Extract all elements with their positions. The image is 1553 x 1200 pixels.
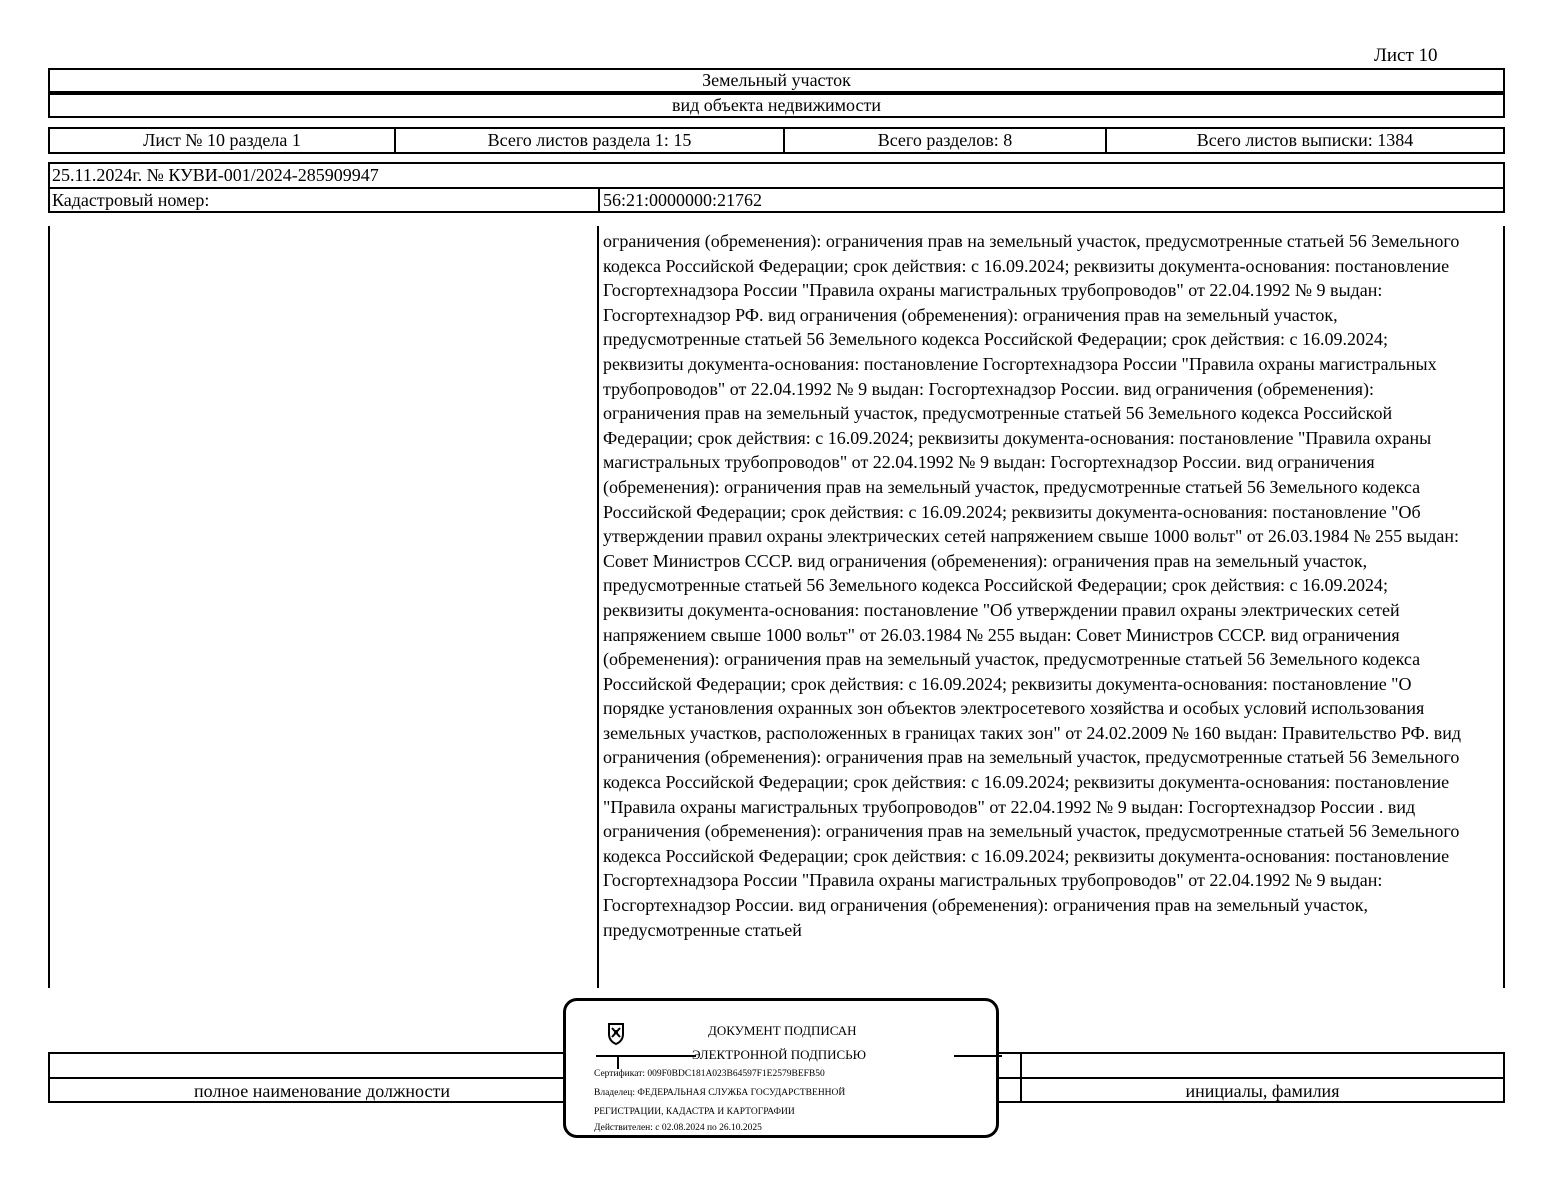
stamp-certificate: Сертификат: 009F0BDC181A023B64597F1E2579BEFB50: [594, 1069, 825, 1079]
divider: [50, 187, 1503, 189]
right-border: [1503, 226, 1505, 988]
stamp-line2: ЭЛЕКТРОННОЙ ПОДПИСЬЮ: [692, 1047, 866, 1062]
coat-of-arms-icon: [606, 1021, 626, 1045]
extract-sheets-total: Всего листов выписки: 1384: [1196, 130, 1414, 150]
divider: [617, 1055, 619, 1069]
electronic-signature-stamp: [563, 998, 999, 1138]
object-type-bar: [48, 93, 1505, 118]
sheet-label: Лист 10: [1374, 45, 1438, 66]
object-type-caption: вид объекта недвижимости: [672, 95, 881, 115]
stamp-owner: Владелец: ФЕДЕРАЛЬНАЯ СЛУЖБА ГОСУДАРСТВЕННОЙ: [594, 1088, 846, 1098]
position-caption: полное наименование должности: [194, 1081, 450, 1101]
left-border: [48, 226, 50, 988]
encumbrance-text: ограничения (обременения): ограничения прав на земельный участок, предусмотренные статьей 56 Земельного кодекса Российской Федерации; срок действия: с 16.09.2024; реквизиты документа-основания: постановление Госгортехнадзора России "Правила охраны магистральных трубопроводов" от 22.04.1992 № 9 выдан: Госгортехнадзор РФ. вид ограничения (обременения): ограничения прав на земельный участок, предусмотренные статьей 56 Земельного кодекса Российской Федерации; срок действия: с 16.09.2024; реквизиты документа-основания: постановление Госгортехнадзора России "Правила охраны магистральных трубопроводов" от 22.04.1992 № 9 выдан: Госгортехнадзор России. вид ограничения (обременения): ограничения прав на земельный участок, предусмотренные статьей 56 Земельного кодекса Российской Федерации; срок действия: с 16.09.2024; реквизиты документа-основания: постановление "Правила охраны магистральных трубопроводов" от 22.04.1992 № 9 выдан: Госгортехнадзор России. вид ограничения (обременения): ограничения прав на земельный участок, предусмотренные статьей 56 Земельного кодекса Российской Федерации; срок действия: с 16.09.2024; реквизиты документа-основания: постановление "Об утверждении правил охраны электрических сетей напряжением свыше 1000 вольт" от 26.03.1984 № 255 выдан: Совет Министров СССР. вид ограничения (обременения): ограничения прав на земельный участок, предусмотренные статьей 56 Земельного кодекса Российской Федерации; срок действия: с 16.09.2024; реквизиты документа-основания: постановление "Об утверждении правил охраны электрических сетей напряжением свыше 1000 вольт" от 26.03.1984 № 255 выдан: Совет Министров СССР. вид ограничения (обременения): ограничения прав на земельный участок, предусмотренные статьей 56 Земельного кодекса Российской Федерации; срок действия: с 16.09.2024; реквизиты документа-основания: постановление "О порядке установления охранных зон объектов электросетевого хозяйства и особых условий использования земельных участков, расположенных в границах таких зон" от 24.02.2009 № 160 выдан: Правительство РФ. вид ограничения (обременения): ограничения прав на земельный участок, предусмотренные статьей 56 Земельного кодекса Российской Федерации; срок действия: с 16.09.2024; реквизиты документа-основания: постановление "Правила охраны магистральных трубопроводов" от 22.04.1992 № 9 выдан: Госгортехнадзор России . вид ограничения (обременения): ограничения прав на земельный участок, предусмотренные статьей 56 Земельного кодекса Российской Федерации; срок действия: с 16.09.2024; реквизиты документа-основания: постановление Госгортехнадзора России "Правила охраны магистральных трубопроводов" от 22.04.1992 № 9 выдан: Госгортехнадзор России. вид ограничения (обременения): ограничения прав на земельный участок, предусмотренные статьей: [603, 231, 1462, 940]
sheet-of-section: Лист № 10 раздела 1: [50, 129, 396, 152]
object-name-bar: [48, 68, 1505, 93]
summary-row: [48, 127, 1505, 154]
cadastral-value: 56:21:0000000:21762: [603, 190, 763, 210]
sections-total: Всего разделов: 8: [785, 129, 1107, 152]
divider: [598, 187, 600, 211]
date-and-number: 25.11.2024г. № КУВИ-001/2024-285909947: [52, 165, 379, 185]
divider: [596, 1055, 696, 1057]
object-name: Земельный участок: [702, 70, 851, 90]
column-divider: [597, 226, 599, 988]
cadastral-label: Кадастровый номер:: [52, 190, 210, 210]
stamp-owner-cont: РЕГИСТРАЦИИ, КАДАСТРА И КАРТОГРАФИИ: [594, 1107, 795, 1117]
stamp-line1: ДОКУМЕНТ ПОДПИСАН: [708, 1023, 857, 1038]
divider: [954, 1055, 1002, 1057]
meta-block: [48, 162, 1505, 213]
name-caption: инициалы, фамилия: [1185, 1081, 1340, 1101]
section-sheets-total: Всего листов раздела 1: 15: [396, 129, 785, 152]
stamp-validity: Действителен: с 02.08.2024 по 26.10.2025: [594, 1123, 762, 1133]
